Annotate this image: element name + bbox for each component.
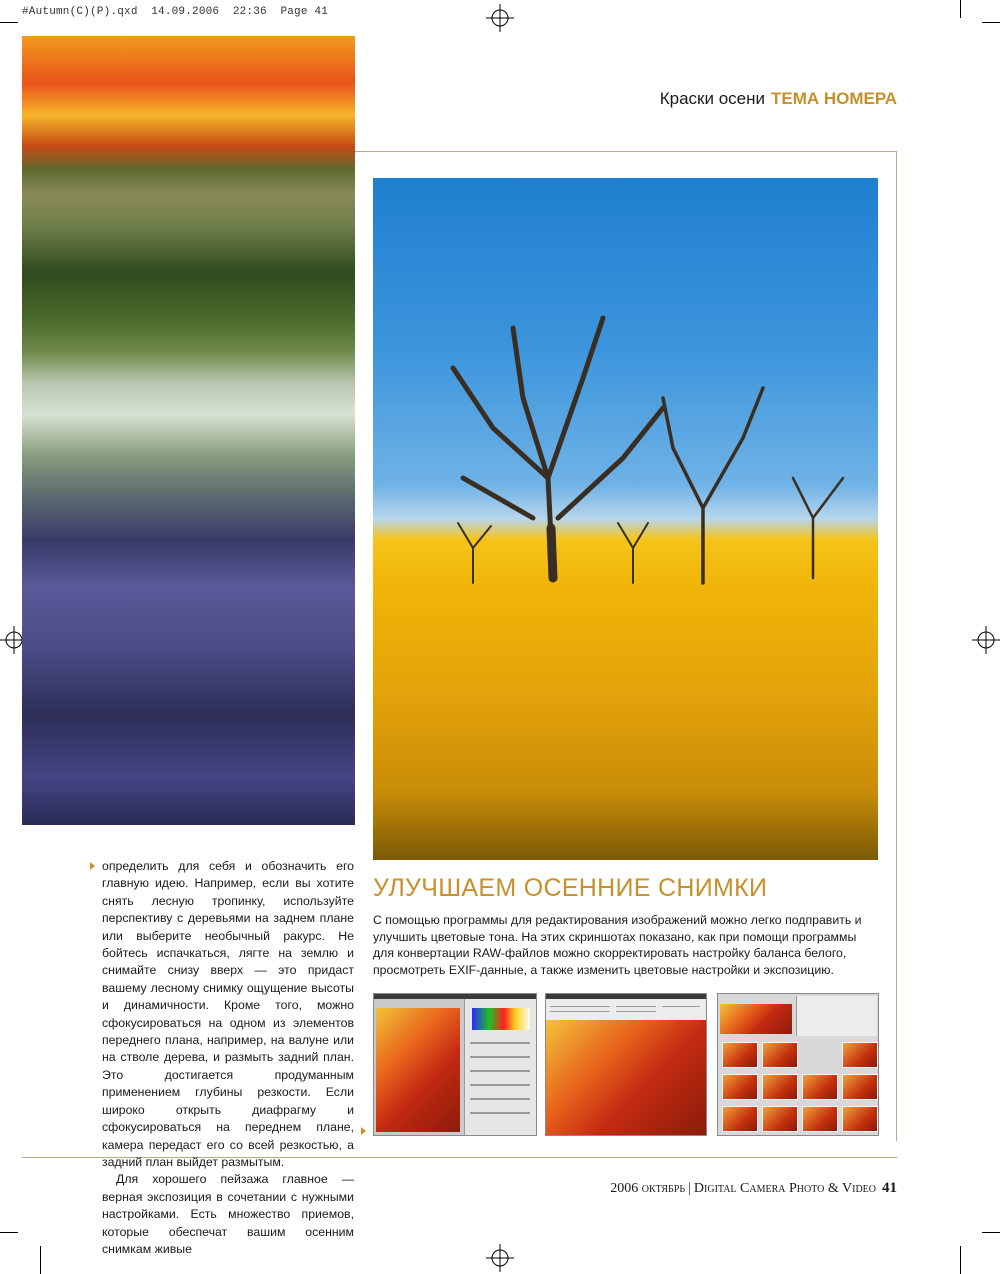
arrow-right-icon xyxy=(90,862,95,870)
thumbnail xyxy=(722,1106,758,1132)
crop-mark xyxy=(982,22,1000,23)
tree-silhouettes xyxy=(373,178,878,860)
file-slug: #Autumn(C)(P).qxd 14.09.2006 22:36 Page 41 xyxy=(22,6,329,18)
thumbnail xyxy=(762,1074,798,1100)
article-paragraph: Для хорошего пейзажа главное — верная экспозиция в сочетании с нужными настройками. Есть множество приемов, которые обеспечат вашим осенним снимкам живые xyxy=(102,1172,354,1256)
thumbnail xyxy=(722,1042,758,1068)
registration-mark-icon xyxy=(972,626,1000,654)
histogram xyxy=(472,1008,530,1030)
caption-title: УЛУЧШАЕМ ОСЕННИЕ СНИМКИ xyxy=(373,874,768,902)
settings-row xyxy=(470,1070,530,1072)
autumn-leaf-image xyxy=(376,1008,460,1132)
section-name: Краски осени xyxy=(659,89,765,108)
crop-mark xyxy=(960,1246,961,1274)
registration-mark-icon xyxy=(486,1244,514,1272)
thumbnail xyxy=(722,1074,758,1100)
thumbnail xyxy=(842,1106,878,1132)
registration-mark-icon xyxy=(486,4,514,32)
thumbnail xyxy=(842,1042,878,1068)
autumn-leaf-image xyxy=(720,1004,792,1034)
autumn-leaf-image xyxy=(546,1020,706,1135)
thumbnail xyxy=(802,1106,838,1132)
section-header xyxy=(660,89,897,109)
exif-info-row xyxy=(662,1006,700,1007)
crop-mark xyxy=(960,0,961,18)
settings-row xyxy=(470,1056,530,1058)
frame-line-right xyxy=(896,151,897,1141)
crop-mark xyxy=(0,1232,18,1233)
page-footer xyxy=(610,1180,897,1197)
article-paragraph: определить для себя и обозначить его главную идею. Например, если вы хотите снять лесную тропинку, используйте перспективу с деревьями на заднем плане или выберите необычный ракурс. Не бойтесь испачкаться, лягте на землю и снимайте снизу вверх — это придаст вашему лесному снимку ощущение высоты и динамичности. Кроме того, можно сфокусироваться на одном из элементов переднего плана, например, на валуне или на стволе дерева, и размыть задний план. Это достигается продуманным применением глубины резкости. Если широко открыть диафрагму и сфокусироваться на переднем плане, камера передаст его со всей резкостью, а задний план выйдет размытым. xyxy=(102,859,354,1169)
thumbnail xyxy=(802,1074,838,1100)
exif-info-row xyxy=(550,1006,610,1007)
arrow-right-icon xyxy=(361,1127,366,1135)
exif-info-row xyxy=(550,1011,610,1012)
page-number: 41 xyxy=(882,1180,897,1196)
frame-line-top xyxy=(355,151,897,152)
crop-mark xyxy=(40,1246,41,1274)
thumbnail xyxy=(842,1074,878,1100)
settings-row xyxy=(470,1098,530,1100)
article-body xyxy=(102,858,354,1258)
footer-month: октябрь xyxy=(641,1181,686,1196)
autumn-forest-frost-photo xyxy=(22,36,355,825)
screenshot-exif-viewer xyxy=(545,993,707,1136)
thumbnail xyxy=(762,1106,798,1132)
settings-row xyxy=(470,1112,530,1114)
screenshot-thumbnail-browser xyxy=(717,993,879,1136)
footer-year: 2006 xyxy=(610,1181,639,1196)
thumbnail xyxy=(762,1042,798,1068)
caption-text: С помощью программы для редактирования изображений можно легко подправить и улучшить цветовые тона. На этих скриншотах показано, как при помощи программы для конвертации RAW-файлов можно скорректировать настройку баланса белого, просмотреть EXIF-данные, а также изменить цветовые настройки и экспозицию. xyxy=(373,913,862,977)
crop-mark xyxy=(0,22,18,23)
section-theme: ТЕМА НОМЕРА xyxy=(770,89,897,108)
settings-row xyxy=(470,1042,530,1044)
exif-info-row xyxy=(616,1011,656,1012)
options-panel xyxy=(796,996,877,1036)
window-titlebar xyxy=(546,994,706,999)
magazine-name: Digital Camera Photo & Video xyxy=(693,1181,876,1196)
settings-row xyxy=(470,1084,530,1086)
bare-trees-yellow-field-photo xyxy=(373,178,878,860)
screenshot-raw-converter-histogram xyxy=(373,993,537,1136)
exif-info-row xyxy=(616,1006,656,1007)
crop-mark xyxy=(982,1232,1000,1233)
footer-separator: | xyxy=(688,1181,691,1196)
